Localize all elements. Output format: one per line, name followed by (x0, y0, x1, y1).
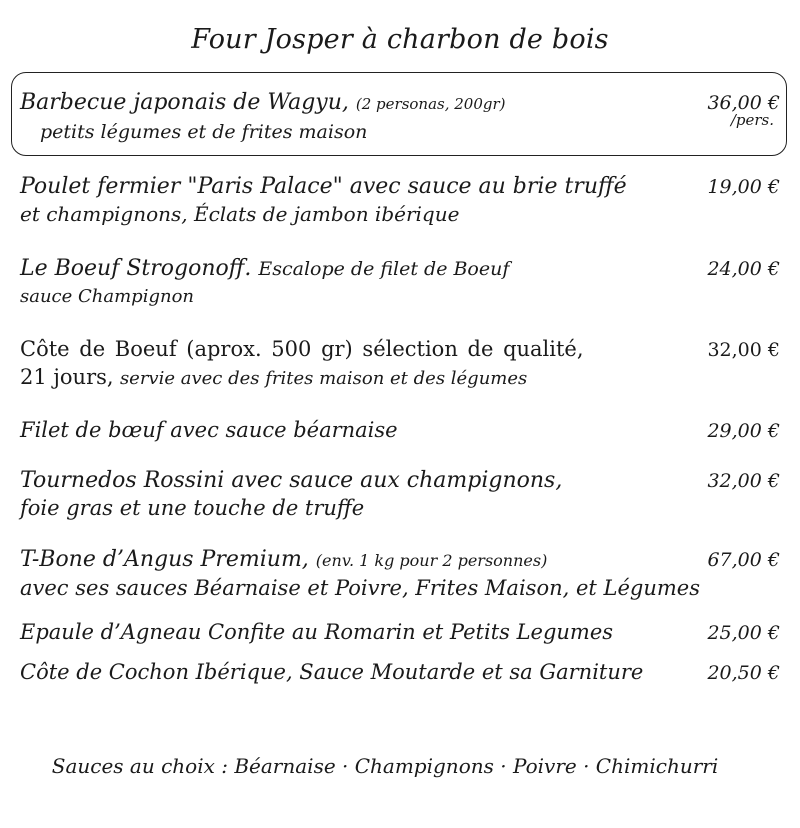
menu-item-strogonoff (20, 254, 780, 310)
item-name: Côte de Cochon Ibérique, Sauce Moutarde et sa Garniture (20, 660, 644, 684)
item-name: Poulet fermier "Paris Palace" avec sauce au brie truffé (20, 174, 627, 199)
menu-item-cote-de-boeuf (20, 335, 780, 392)
item-price: 67,00 € (707, 549, 780, 571)
item-sauce: sauce Champignon (20, 286, 195, 307)
item-description: Escalope de filet de Boeuf (258, 258, 510, 280)
item-portion-note: (env. 1 kg pour 2 personnes) (315, 551, 548, 570)
menu-item-t-bone (20, 545, 780, 601)
sauces-footer: Sauces au choix : Béarnaise · Champignons · Poivre · Chimichurri (51, 754, 719, 778)
item-description: servie avec des frites maison et des légumes (119, 368, 528, 389)
item-price: 29,00 € (707, 420, 780, 442)
item-name: Le Boeuf Strogonoff. (20, 256, 252, 281)
menu-item-cote-de-cochon (20, 658, 780, 687)
item-description: petits légumes et de frites maison (40, 121, 368, 143)
menu-item-poulet (20, 172, 780, 227)
item-price: 19,00 € (707, 176, 780, 198)
menu-item-filet-de-boeuf (20, 416, 780, 445)
menu-section-title: Four Josper à charbon de bois (191, 24, 609, 55)
item-name: Filet de bœuf avec sauce béarnaise (20, 418, 398, 442)
item-price: 20,50 € (707, 662, 780, 684)
menu-item-tournedos-rossini (20, 466, 780, 521)
item-description: et champignons, Éclats de jambon ibérique (20, 202, 460, 226)
item-description: foie gras et une touche de truffe (20, 496, 365, 520)
item-aging: 21 jours, (20, 365, 114, 389)
item-description: avec ses sauces Béarnaise et Poivre, Frites Maison, et Légumes (20, 576, 700, 600)
item-name: Côte de Boeuf (aprox. 500 gr) sélection de qualité, (20, 337, 584, 361)
item-price: 32,00 € (707, 470, 780, 492)
item-name: Tournedos Rossini avec sauce aux champignons, (20, 468, 563, 493)
item-name: Epaule d’Agneau Confite au Romarin et Petits Legumes (20, 620, 614, 644)
item-price: 36,00 € (707, 92, 780, 114)
item-name: T-Bone d’Angus Premium, (20, 547, 309, 572)
item-name: Barbecue japonais de Wagyu, (20, 90, 349, 115)
menu-item-wagyu (20, 88, 780, 145)
item-portion-note: (2 personas, 200gr) (355, 95, 506, 113)
item-price: 24,00 € (707, 258, 780, 280)
item-price: 32,00 € (707, 339, 780, 361)
item-price-unit: /pers. (730, 111, 774, 129)
menu-item-epaule-agneau (20, 618, 780, 647)
item-price: 25,00 € (707, 622, 780, 644)
